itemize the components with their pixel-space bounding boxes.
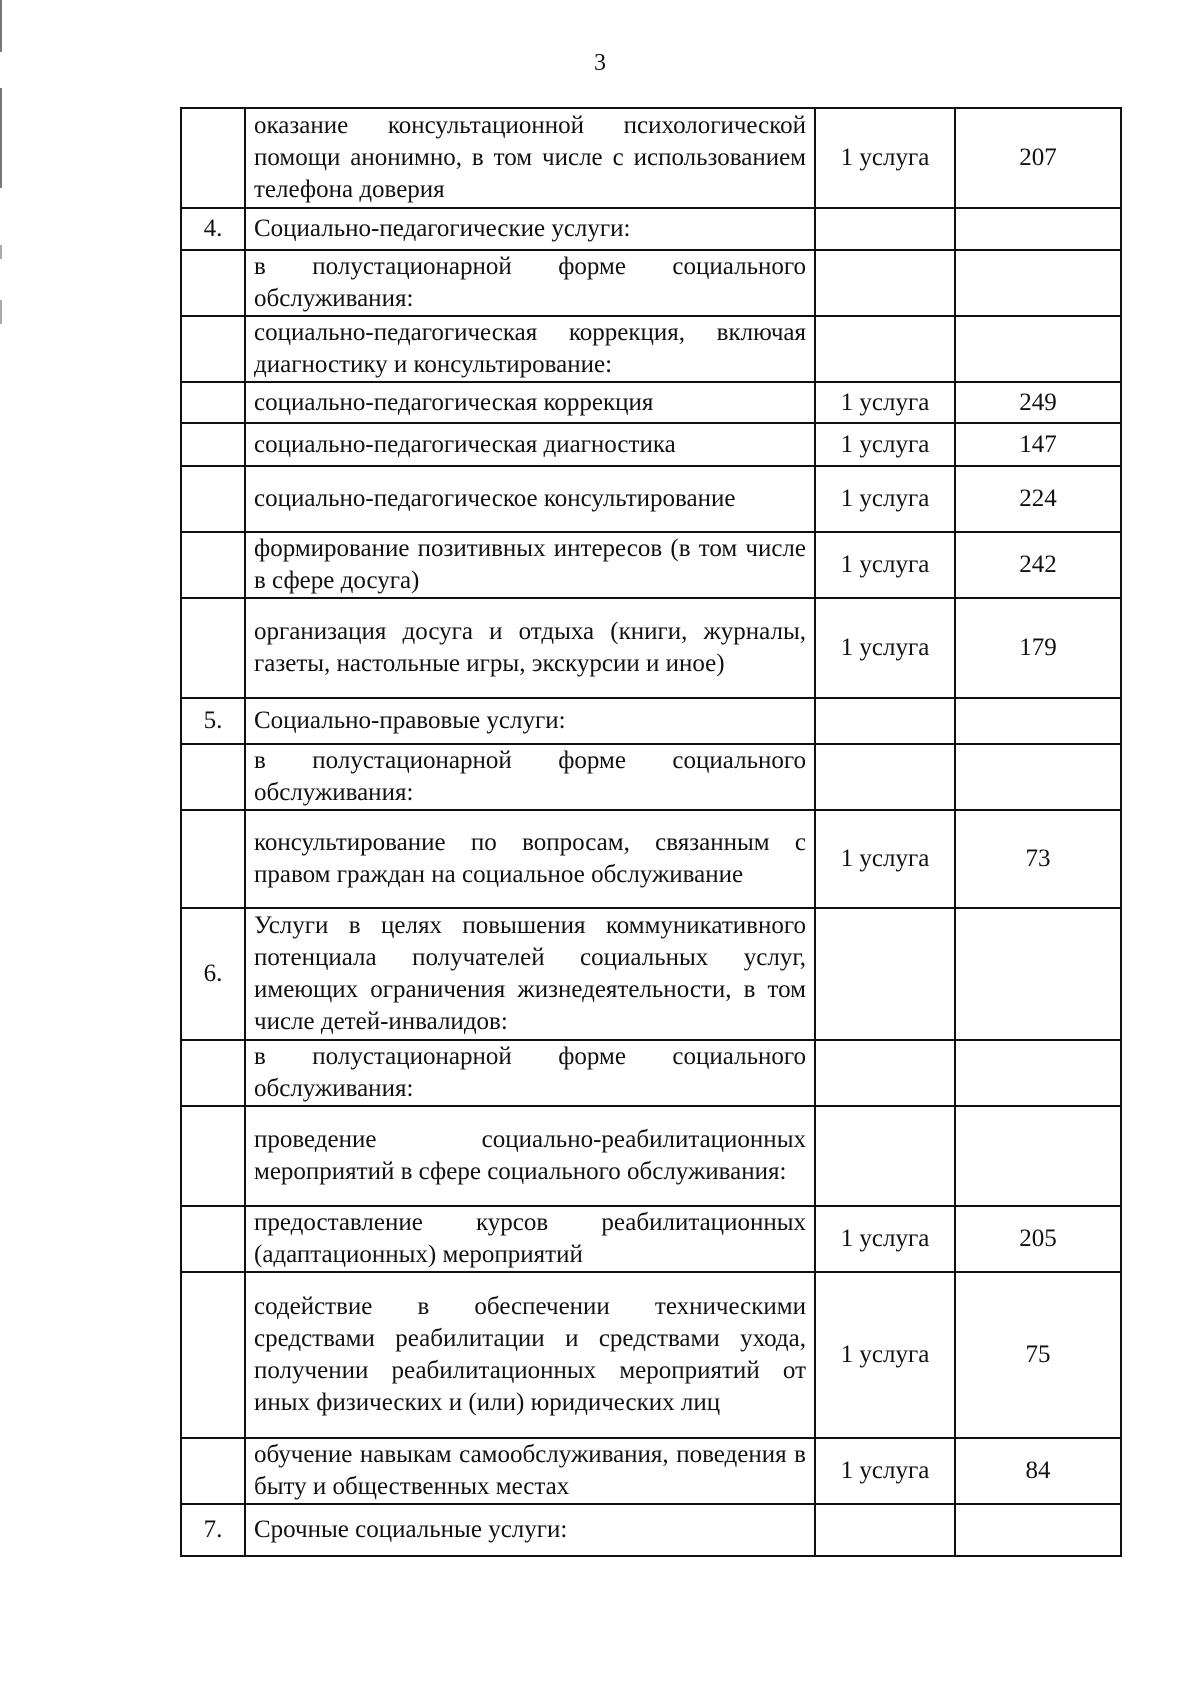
service-unit: 1 услуга [815, 423, 955, 466]
row-number: 6. [181, 908, 245, 1040]
service-price: 205 [955, 1206, 1121, 1272]
row-number [181, 598, 245, 698]
service-unit: 1 услуга [815, 108, 955, 208]
table-row [181, 466, 1121, 532]
service-unit [815, 1106, 955, 1206]
row-number [181, 1438, 245, 1504]
services-table [180, 107, 1122, 1557]
table-row [181, 698, 1121, 744]
service-unit: 1 услуга [815, 810, 955, 908]
scan-edge-mark [0, 300, 2, 324]
row-number [181, 1106, 245, 1206]
table-row [181, 1504, 1121, 1556]
service-unit [815, 316, 955, 382]
service-unit [815, 698, 955, 744]
table-row [181, 1106, 1121, 1206]
row-number [181, 1272, 245, 1438]
service-name: обучение навыкам самообслуживания, поведения в быту и общественных местах [245, 1438, 815, 1504]
service-name: в полустационарной форме социального обслуживания: [245, 1040, 815, 1106]
service-name: социально-педагогическая диагностика [245, 423, 815, 466]
service-unit [815, 744, 955, 810]
service-name: формирование позитивных интересов (в том числе в сфере досуга) [245, 532, 815, 598]
service-price: 249 [955, 382, 1121, 423]
service-name: организация досуга и отдыха (книги, журналы, газеты, настольные игры, экскурсии и иное) [245, 598, 815, 698]
section-title: Услуги в целях повышения коммуникативного потенциала получателей социальных услуг, имеющих ограничения жизнедеятельности, в том числе детей-инвалидов: [245, 908, 815, 1040]
row-number [181, 423, 245, 466]
service-unit [815, 1040, 955, 1106]
service-price [955, 908, 1121, 1040]
service-price: 179 [955, 598, 1121, 698]
table-row [181, 1206, 1121, 1272]
row-number [181, 108, 245, 208]
table-row [181, 810, 1121, 908]
table-row [181, 598, 1121, 698]
table-row [181, 532, 1121, 598]
table-row [181, 382, 1121, 423]
section-title: Срочные социальные услуги: [245, 1504, 815, 1556]
service-unit: 1 услуга [815, 1206, 955, 1272]
service-unit [815, 208, 955, 250]
row-number: 4. [181, 208, 245, 250]
row-number [181, 316, 245, 382]
service-name: консультирование по вопросам, связанным с правом граждан на социальное обслуживание [245, 810, 815, 908]
service-price [955, 208, 1121, 250]
row-number: 5. [181, 698, 245, 744]
row-number [181, 744, 245, 810]
service-price: 224 [955, 466, 1121, 532]
section-title: Социально-правовые услуги: [245, 698, 815, 744]
service-unit: 1 услуга [815, 382, 955, 423]
service-price: 242 [955, 532, 1121, 598]
row-number [181, 532, 245, 598]
row-number [181, 250, 245, 316]
service-unit: 1 услуга [815, 1438, 955, 1504]
service-name: проведение социально-реабилитационных мероприятий в сфере социального обслуживания: [245, 1106, 815, 1206]
section-title: Социально-педагогические услуги: [245, 208, 815, 250]
service-unit [815, 908, 955, 1040]
table-row [181, 1040, 1121, 1106]
table-row [181, 316, 1121, 382]
page-number: 3 [594, 50, 606, 76]
service-name: оказание консультационной психологической помощи анонимно, в том числе с использованием телефона доверия [245, 108, 815, 208]
service-name: в полустационарной форме социального обслуживания: [245, 250, 815, 316]
row-number [181, 1206, 245, 1272]
service-price: 84 [955, 1438, 1121, 1504]
service-name: социально-педагогическая коррекция, включая диагностику и консультирование: [245, 316, 815, 382]
table-row [181, 1438, 1121, 1504]
service-name: содействие в обеспечении техническими средствами реабилитации и средствами ухода, получении реабилитационных мероприятий от иных физических и (или) юридических лиц [245, 1272, 815, 1438]
service-price: 147 [955, 423, 1121, 466]
row-number: 7. [181, 1504, 245, 1556]
service-name: предоставление курсов реабилитационных (адаптационных) мероприятий [245, 1206, 815, 1272]
service-unit [815, 1504, 955, 1556]
table-row [181, 908, 1121, 1040]
service-unit: 1 услуга [815, 466, 955, 532]
service-unit [815, 250, 955, 316]
service-price [955, 1106, 1121, 1206]
row-number [181, 810, 245, 908]
service-name: социально-педагогическое консультирование [245, 466, 815, 532]
service-unit: 1 услуга [815, 1272, 955, 1438]
service-price [955, 316, 1121, 382]
service-price: 73 [955, 810, 1121, 908]
service-unit: 1 услуга [815, 598, 955, 698]
service-price [955, 1504, 1121, 1556]
service-price [955, 744, 1121, 810]
table-row [181, 208, 1121, 250]
table-row [181, 1272, 1121, 1438]
service-name: в полустационарной форме социального обслуживания: [245, 744, 815, 810]
row-number [181, 382, 245, 423]
table-row [181, 423, 1121, 466]
scan-edge-mark [0, 0, 2, 52]
row-number [181, 466, 245, 532]
service-price: 207 [955, 108, 1121, 208]
scan-edge-mark [0, 245, 2, 259]
service-name: социально-педагогическая коррекция [245, 382, 815, 423]
scan-edge-mark [0, 88, 2, 188]
service-unit: 1 услуга [815, 532, 955, 598]
service-price [955, 1040, 1121, 1106]
service-price [955, 698, 1121, 744]
table-row [181, 250, 1121, 316]
table-row [181, 108, 1121, 208]
service-price: 75 [955, 1272, 1121, 1438]
row-number [181, 1040, 245, 1106]
service-price [955, 250, 1121, 316]
table-row [181, 744, 1121, 810]
